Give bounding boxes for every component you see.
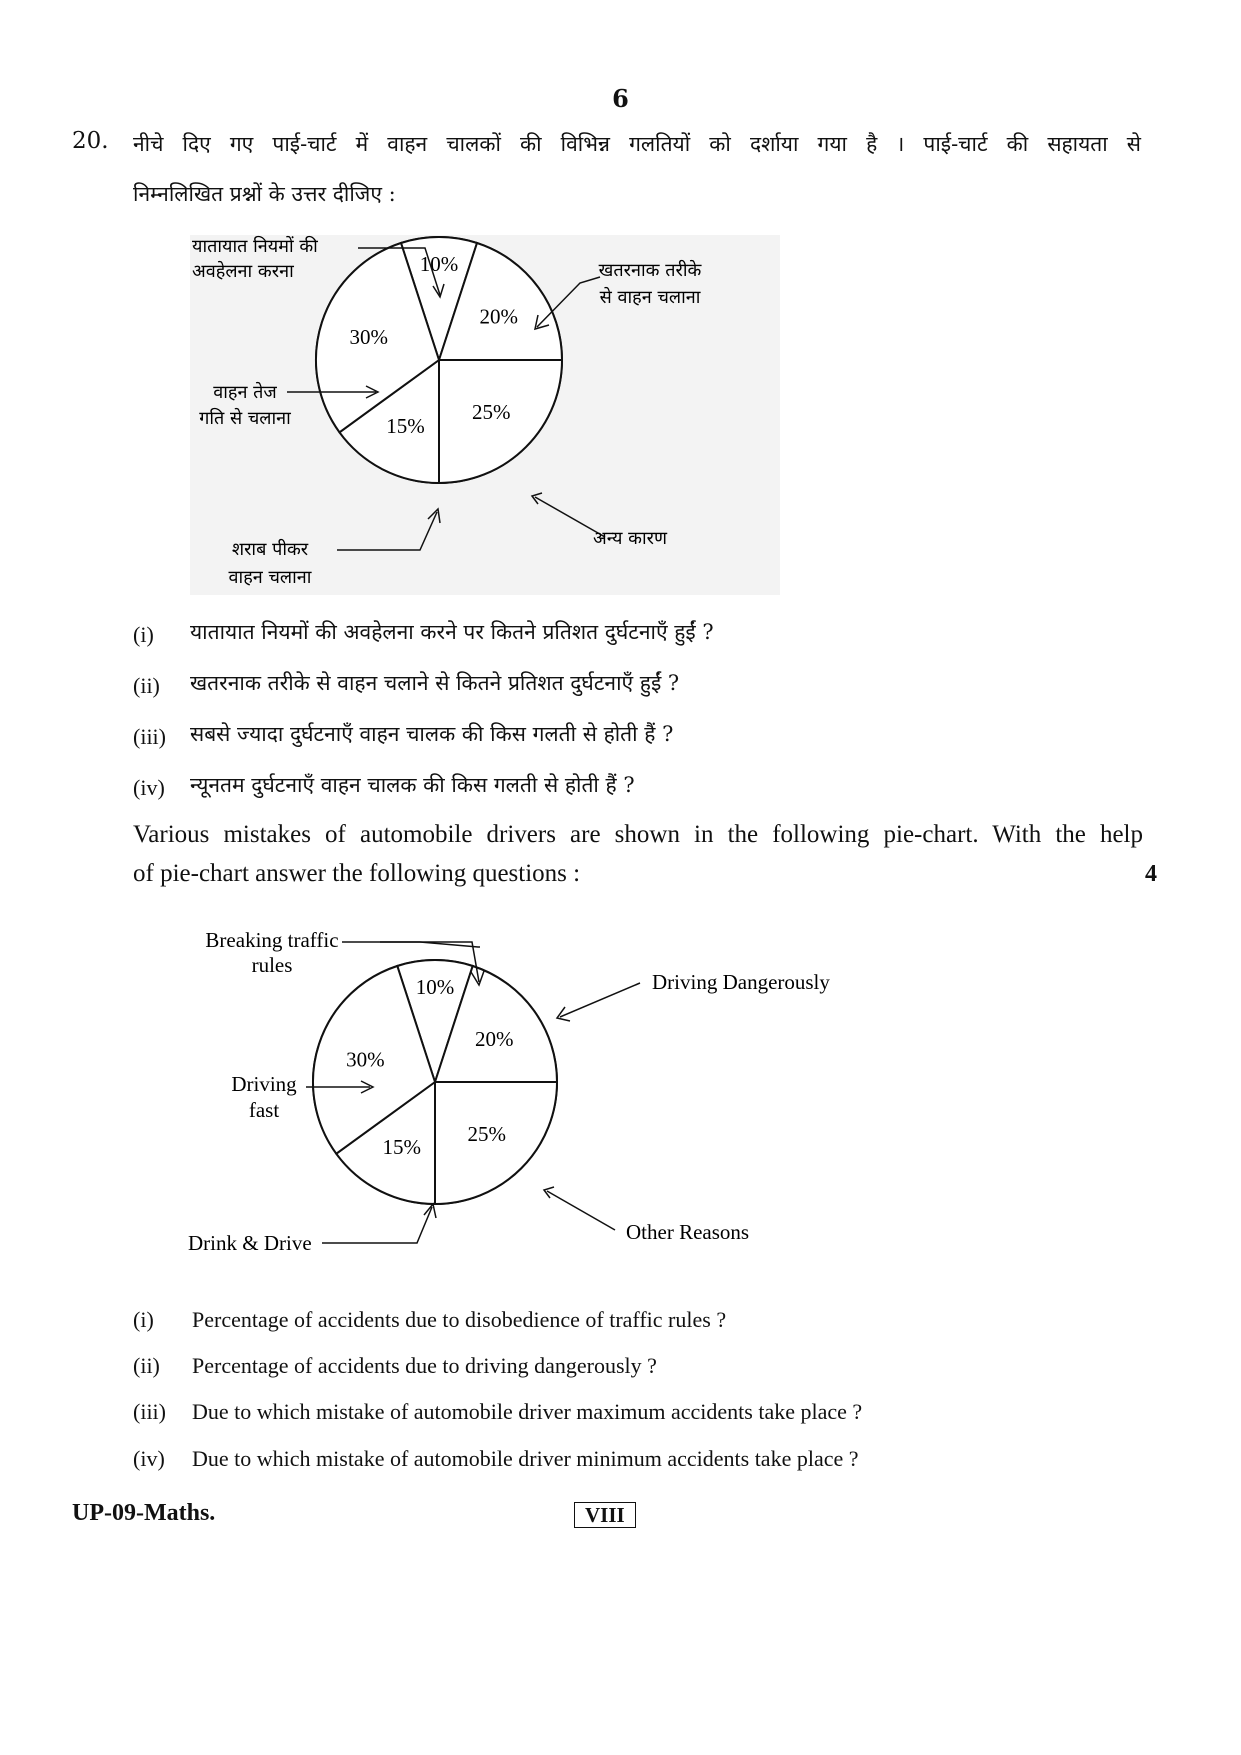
pie1-label-drink-l2: वाहन चलाना	[228, 567, 312, 588]
slice-value-label: 20%	[474, 1027, 514, 1051]
slice-value-label: 15%	[386, 413, 425, 438]
english-question-line-2: of pie-chart answer the following questions :	[133, 860, 581, 887]
callout-line-dangerous-en	[560, 983, 640, 1017]
pie1-label-speed-l1: वाहन तेज	[213, 382, 277, 403]
hindi-sub-iv-num: (iv)	[133, 775, 165, 800]
pie1-label-dangerous-l1: खतरनाक तरीके	[598, 260, 702, 281]
hindi-pie-chart	[190, 235, 780, 595]
english-sub-ii-num: (ii)	[133, 1353, 160, 1378]
pie2-label-traffic-rules-l1: Breaking traffic	[205, 928, 339, 952]
slice-value-label: 10%	[419, 252, 459, 277]
english-question-line-1: Various mistakes of automobile drivers are shown in the following pie-chart. With the help	[133, 821, 1143, 848]
pie2-label-other: Other Reasons	[626, 1220, 750, 1244]
english-sub-iv-num: (iv)	[133, 1446, 165, 1471]
pie1-label-drink-l1: शराब पीकर	[231, 539, 309, 560]
hindi-sub-iii-num: (iii)	[133, 724, 166, 749]
page-number: 6	[612, 84, 629, 113]
marks: 4	[1145, 861, 1157, 887]
pie2-label-drink: Drink & Drive	[188, 1231, 312, 1255]
slice-value-label: 20%	[479, 304, 518, 329]
pie2-label-traffic-rules-l2: rules	[251, 953, 293, 977]
hindi-sub-ii-text: खतरनाक तरीके से वाहन चलाने से कितने प्रतिशत दुर्घटनाएँ हुईं ?	[190, 671, 680, 695]
question-number: 20.	[72, 128, 109, 154]
pie2-label-fast-l1: Driving	[231, 1072, 297, 1096]
pie1-label-other: अन्य कारण	[592, 528, 668, 549]
pie1-label-traffic-rules-l1: यातायात नियमों की	[192, 236, 318, 257]
english-sub-ii-text: Percentage of accidents due to driving dangerously ?	[192, 1353, 657, 1378]
pie1-label-speed-l2: गति से चलाना	[199, 408, 291, 429]
hindi-sub-i-text: यातायात नियमों की अवहेलना करने पर कितने प्रतिशत दुर्घटनाएँ हुईं ?	[190, 620, 714, 644]
english-sub-i-num: (i)	[133, 1307, 154, 1332]
callout-line-drink-en	[322, 1207, 432, 1243]
slice-value-label: 25%	[471, 400, 511, 425]
slice-value-label: 30%	[349, 325, 389, 350]
paper-code: UP-09-Maths.	[72, 1500, 216, 1526]
hindi-sub-i-num: (i)	[133, 622, 154, 647]
slice-value-label: 25%	[467, 1121, 507, 1146]
pie1-label-dangerous-l2: से वाहन चलाना	[599, 287, 701, 308]
pie2-label-fast-l2: fast	[248, 1098, 280, 1122]
hindi-sub-iv-text: न्यूनतम दुर्घटनाएँ वाहन चालक की किस गलती से होती हैं ?	[190, 773, 635, 797]
callout-line-other-en	[547, 1191, 615, 1230]
set-box: VIII	[574, 1502, 636, 1528]
slice-value-label: 10%	[415, 974, 455, 999]
pie2-label-dangerous: Driving Dangerously	[652, 970, 830, 994]
english-pie-chart	[180, 925, 860, 1255]
hindi-question-line-2: निम्नलिखित प्रश्नों के उत्तर दीजिए :	[133, 182, 396, 206]
english-sub-iv-text: Due to which mistake of automobile driver minimum accidents take place ?	[192, 1446, 859, 1471]
hindi-sub-iii-text: सबसे ज्यादा दुर्घटनाएँ वाहन चालक की किस गलती से होती हैं ?	[190, 722, 674, 746]
english-sub-iii-text: Due to which mistake of automobile driver maximum accidents take place ?	[192, 1399, 863, 1424]
hindi-question-line-1: नीचे दिए गए पाई-चार्ट में वाहन चालकों की विभिन्न गलतियों को दर्शाया गया है । पाई-चार्ट की सहायता से	[133, 132, 1141, 156]
english-sub-i-text: Percentage of accidents due to disobedience of traffic rules ?	[192, 1307, 727, 1332]
slice-value-label: 15%	[382, 1135, 422, 1160]
slice-value-label: 30%	[346, 1047, 385, 1072]
pie1-label-traffic-rules-l2: अवहेलना करना	[192, 261, 294, 282]
hindi-sub-ii-num: (ii)	[133, 673, 160, 698]
english-sub-iii-num: (iii)	[133, 1399, 166, 1424]
